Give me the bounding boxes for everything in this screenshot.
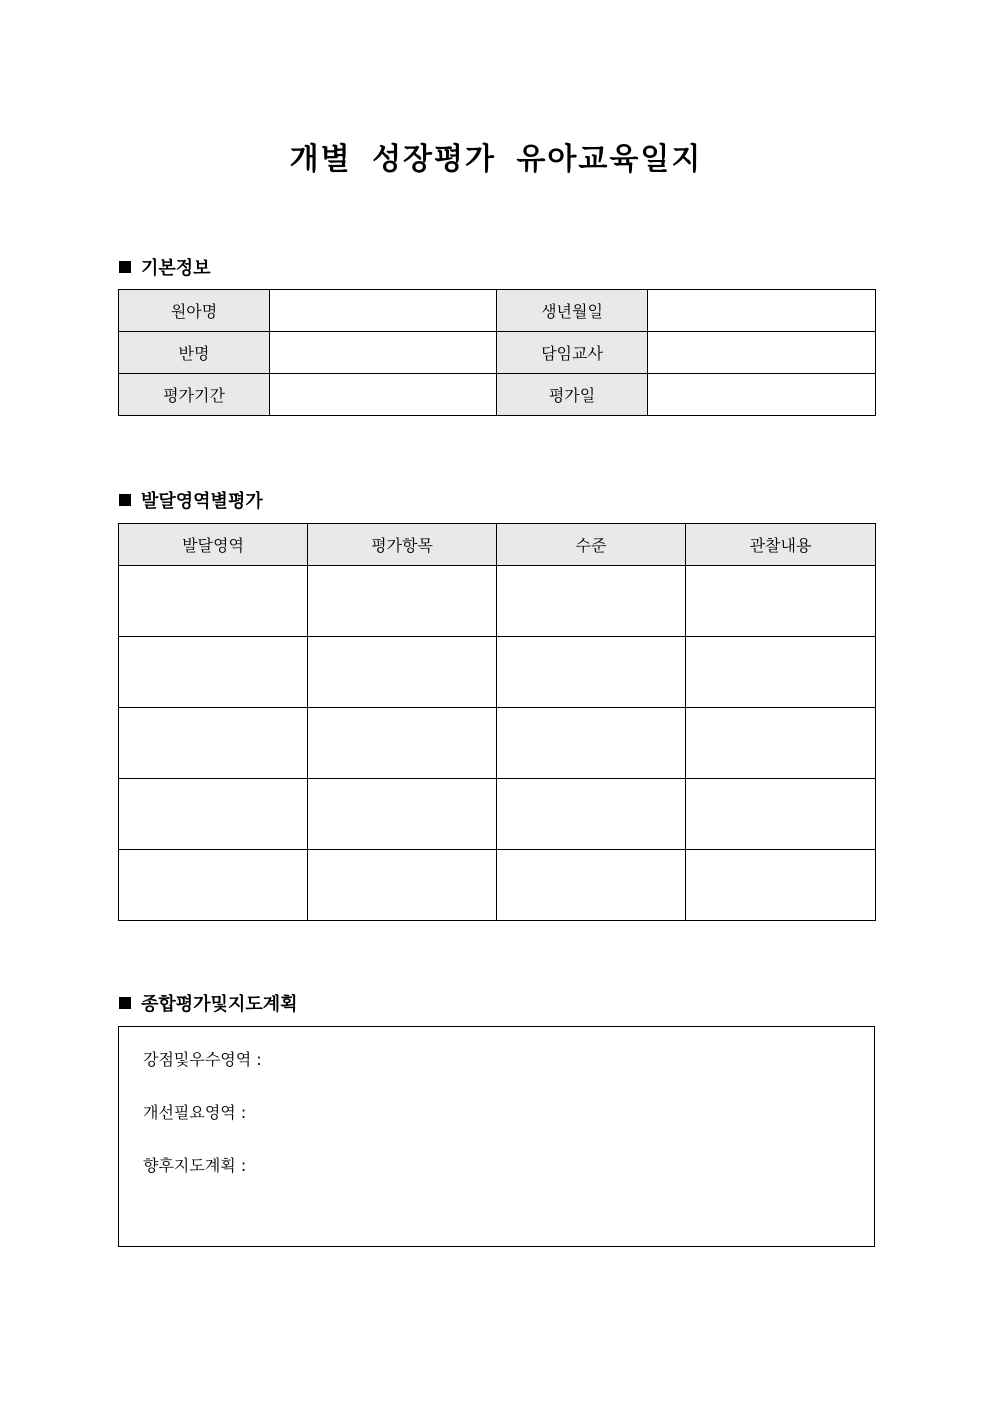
- section-heading-label: 발달영역별평가: [141, 491, 263, 512]
- table-cell[interactable]: [119, 566, 308, 637]
- table-cell[interactable]: [686, 850, 876, 921]
- table-cell[interactable]: [308, 850, 497, 921]
- table-header-row: [119, 524, 876, 566]
- column-header-domain: 발달영역: [119, 524, 308, 566]
- column-header-item: 평가항목: [308, 524, 497, 566]
- teacher-field[interactable]: [648, 332, 876, 374]
- table-cell[interactable]: [308, 637, 497, 708]
- table-cell[interactable]: [686, 708, 876, 779]
- table-row: [119, 290, 876, 332]
- table-cell[interactable]: [686, 779, 876, 850]
- table-row: [119, 374, 876, 416]
- table-cell[interactable]: [119, 708, 308, 779]
- table-row: [119, 566, 876, 637]
- table-cell[interactable]: [686, 637, 876, 708]
- column-header-observation: 관찰내용: [686, 524, 876, 566]
- table-cell[interactable]: [686, 566, 876, 637]
- eval-date-field[interactable]: [648, 374, 876, 416]
- table-cell[interactable]: [497, 637, 686, 708]
- table-row: [119, 850, 876, 921]
- table-row: [119, 708, 876, 779]
- section-heading-label: 기본정보: [141, 258, 211, 279]
- table-row: [119, 637, 876, 708]
- class-name-field[interactable]: [270, 332, 497, 374]
- label-eval-date: 평가일: [497, 374, 648, 416]
- section-heading-summary: [119, 990, 298, 1016]
- square-bullet-icon: [119, 494, 131, 506]
- section-heading-label: 종합평가및지도계획: [141, 994, 298, 1015]
- label-eval-period: 평가기간: [119, 374, 270, 416]
- table-row: [119, 332, 876, 374]
- label-teacher: 담임교사: [497, 332, 648, 374]
- label-child-name: 원아명: [119, 290, 270, 332]
- label-class-name: 반명: [119, 332, 270, 374]
- table-cell[interactable]: [119, 637, 308, 708]
- future-plan-label: 향후지도계획 :: [143, 1156, 247, 1175]
- strengths-label: 강점및우수영역 :: [143, 1050, 262, 1069]
- square-bullet-icon: [119, 997, 131, 1009]
- table-cell[interactable]: [308, 708, 497, 779]
- label-birth-date: 생년월일: [497, 290, 648, 332]
- table-cell[interactable]: [497, 779, 686, 850]
- table-cell[interactable]: [497, 566, 686, 637]
- table-cell[interactable]: [119, 779, 308, 850]
- column-header-level: 수준: [497, 524, 686, 566]
- eval-period-field[interactable]: [270, 374, 497, 416]
- table-cell[interactable]: [497, 708, 686, 779]
- development-table: [118, 523, 876, 921]
- table-row: [119, 779, 876, 850]
- section-heading-basic-info: [119, 254, 211, 280]
- child-name-field[interactable]: [270, 290, 497, 332]
- birth-date-field[interactable]: [648, 290, 876, 332]
- summary-box[interactable]: [118, 1026, 875, 1247]
- square-bullet-icon: [119, 261, 131, 273]
- table-cell[interactable]: [119, 850, 308, 921]
- improvement-label: 개선필요영역 :: [143, 1103, 247, 1122]
- table-cell[interactable]: [308, 779, 497, 850]
- section-heading-development: [119, 487, 263, 513]
- page-title: 개별 성장평가 유아교육일지: [289, 142, 703, 177]
- table-cell[interactable]: [308, 566, 497, 637]
- table-cell[interactable]: [497, 850, 686, 921]
- basic-info-table: [118, 289, 876, 416]
